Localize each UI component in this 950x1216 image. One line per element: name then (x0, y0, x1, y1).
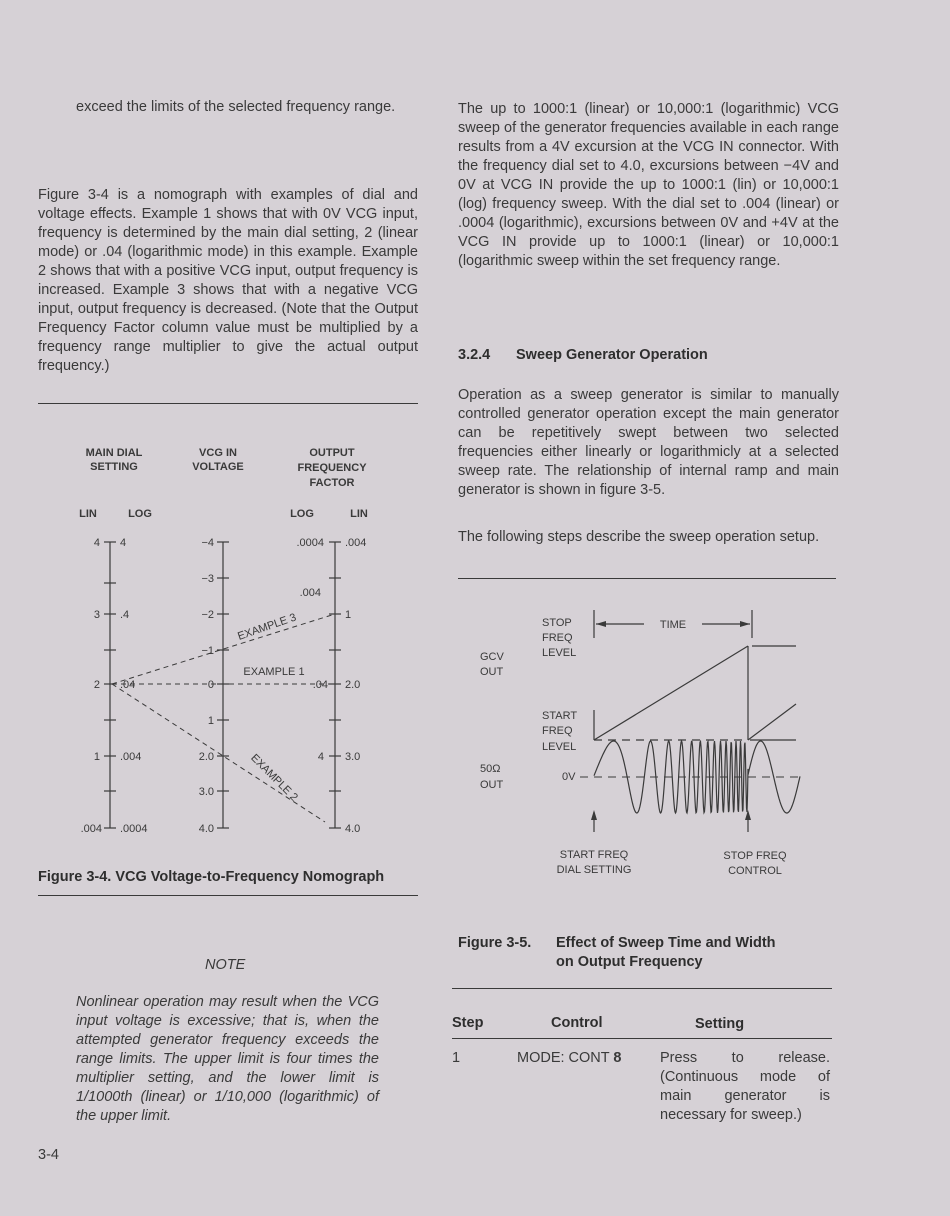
stop-ctrl-label-2: CONTROL (728, 865, 782, 877)
steps-intro: The following steps describe the sweep operation setup. (458, 529, 820, 545)
dial-lin-3: 3 (93, 609, 100, 621)
out-lin-1: 1 (345, 609, 352, 621)
lin-label-right: LIN (350, 508, 368, 520)
gcv-label-1: GCV (480, 651, 504, 663)
stop-ctrl-label-1: STOP FREQ (723, 850, 787, 862)
section-title: Sweep Generator Operation (516, 347, 708, 363)
ohm-label-2: OUT (480, 779, 504, 791)
col2-label-2: VOLTAGE (192, 461, 244, 473)
figure-3-4-caption: Figure 3-4. VCG Voltage-to-Frequency Nomograph (38, 869, 385, 885)
out-log-.0004: .0004 (296, 537, 324, 549)
out-log-.04: .04 (312, 679, 328, 691)
out-log-.004: .004 (299, 587, 321, 599)
dial-lin-4: 4 (93, 537, 100, 549)
out-log-4: 4 (317, 751, 324, 763)
intro-text: exceed the limits of the selected frequency range. (76, 99, 396, 115)
figure-3-5-title-1: Effect of Sweep Time and Width (556, 935, 776, 951)
stop-label-2: FREQ (542, 632, 573, 644)
figure-rule-bottom (38, 895, 418, 896)
stop-label-3: LEVEL (542, 647, 577, 659)
figure-rule-top (38, 403, 418, 404)
table-row-1-step: 1 (452, 1050, 461, 1066)
vcg-sweep-paragraph: The up to 1000:1 (linear) or 10,000:1 (logarithmic) VCG sweep of the generator frequencies available in each range results from a 4V excursion at the VCG IN connector. With the frequency dial set to 4.0, excursions between −4V and 0V at VCG IN provide the up to 1000:1 (lin) or 10,000:1 (log) frequency sweep. With the dial set to .004 (linear) or .0004 (logarithmic), excursions between 0V and +4V at the VCG IN provide up to 1000:1 (linear) or 10,000:1 (logarithmic sweep within the set frequency range. (458, 101, 839, 269)
col1-label-2: SETTING (90, 461, 138, 473)
control-reference: 8 (613, 1050, 622, 1066)
out-lin-.004: .004 (345, 537, 367, 549)
dial-log-.04: .04 (120, 679, 136, 691)
sweep-figure-rule-top (458, 578, 836, 579)
figure-3-5-title-2: on Output Frequency (556, 954, 703, 970)
log-label-left: LOG (128, 508, 152, 520)
vcg-4: 4.0 (198, 823, 214, 835)
vcg-minus3: −3 (201, 573, 214, 585)
col3-label-1: OUTPUT (309, 447, 355, 459)
page-number: 3-4 (38, 1147, 59, 1163)
gcv-label-2: OUT (480, 666, 504, 678)
dial-lin-.004: .004 (80, 823, 102, 835)
example-3-label: EXAMPLE 3 (236, 611, 298, 643)
start-dial-label-1: START FREQ (559, 849, 629, 861)
dial-lin-1: 1 (93, 751, 100, 763)
start-dial-label-2: DIAL SETTING (556, 864, 632, 876)
table-row-1-control (517, 1049, 621, 1068)
table-header-step: Step (452, 1015, 484, 1031)
sweep-figure (470, 600, 850, 890)
start-label-1: START (542, 710, 578, 722)
stop-label-1: STOP (542, 617, 572, 629)
dial-log-4: 4 (120, 537, 127, 549)
table-header-control: Control (551, 1015, 603, 1031)
dial-lin-2: 2 (93, 679, 100, 691)
dial-log-.0004: .0004 (120, 823, 148, 835)
table-row-1-setting: Press to release. (Continuous mode of main generator is necessary for sweep.) (660, 1050, 830, 1123)
col3-label-2: FREQUENCY (297, 462, 367, 474)
dial-log-.4: .4 (120, 609, 130, 621)
ohm-label-1: 50Ω (480, 763, 501, 775)
out-lin-2: 2.0 (345, 679, 361, 691)
log-label-right: LOG (290, 508, 314, 520)
table-header-setting: Setting (695, 1016, 745, 1032)
section-number: 3.2.4 (458, 347, 491, 363)
start-label-3: LEVEL (542, 741, 577, 753)
note-body: Nonlinear operation may result when the VCG input voltage is excessive; that is, when the attempted generator frequency exceeds the range limits. The upper limit is four times the multiplier setting, and the lower limit is 1/1000th (linear) or 1/10,000 (logarithmic) of the upper limit. (76, 994, 379, 1124)
dial-log-.004: .004 (120, 751, 142, 763)
table-header-rule (452, 1038, 832, 1039)
vcg-3: 3.0 (198, 786, 214, 798)
vcg-1: 1 (207, 715, 214, 727)
vcg-minus1: −1 (201, 645, 214, 657)
note-title: NOTE (205, 957, 246, 973)
out-lin-4: 4.0 (345, 823, 361, 835)
sweep-figure-rule-bottom (452, 988, 832, 989)
example-2-label: EXAMPLE 2 (248, 752, 300, 804)
start-label-2: FREQ (542, 725, 573, 737)
lin-label-left: LIN (79, 508, 97, 520)
figure-3-5-number: Figure 3-5. (458, 935, 532, 951)
vcg-2: 2.0 (198, 751, 214, 763)
ov-label: 0V (562, 771, 576, 783)
col3-label-3: FACTOR (309, 477, 355, 489)
col1-label-1: MAIN DIAL (85, 447, 143, 459)
vcg-0: 0 (207, 679, 214, 691)
sweep-operation-paragraph: Operation as a sweep generator is similar to manually controlled generator operation except the main generator can be repetitively swept between two selected frequencies either linearly or logarithmicly at a selected sweep rate. The relationship of internal ramp and main generator is shown in figure 3-5. (458, 387, 839, 498)
col2-label-1: VCG IN (199, 447, 237, 459)
nomograph-description: Figure 3-4 is a nomograph with examples of dial and voltage effects. Example 1 shows that with 0V VCG input, frequency is determined by the main dial setting, 2 (linear mode) or .04 (logarithmic mode) in this example. Example 2 shows that with a positive VCG input, output frequency is increased. Example 3 shows that with a negative VCG input, output frequency is decreased. (Note that the Output Frequency Factor column value must be multiplied by a frequency range multiplier to give the actual output frequency.) (38, 187, 418, 374)
vcg-minus2: −2 (201, 609, 214, 621)
time-label: TIME (659, 619, 687, 631)
control-name: MODE: CONT (517, 1050, 610, 1066)
out-lin-3: 3.0 (345, 751, 361, 763)
vcg-minus4: −4 (201, 537, 214, 549)
example-1-label: EXAMPLE 1 (243, 666, 305, 678)
nomograph-figure (38, 430, 428, 850)
